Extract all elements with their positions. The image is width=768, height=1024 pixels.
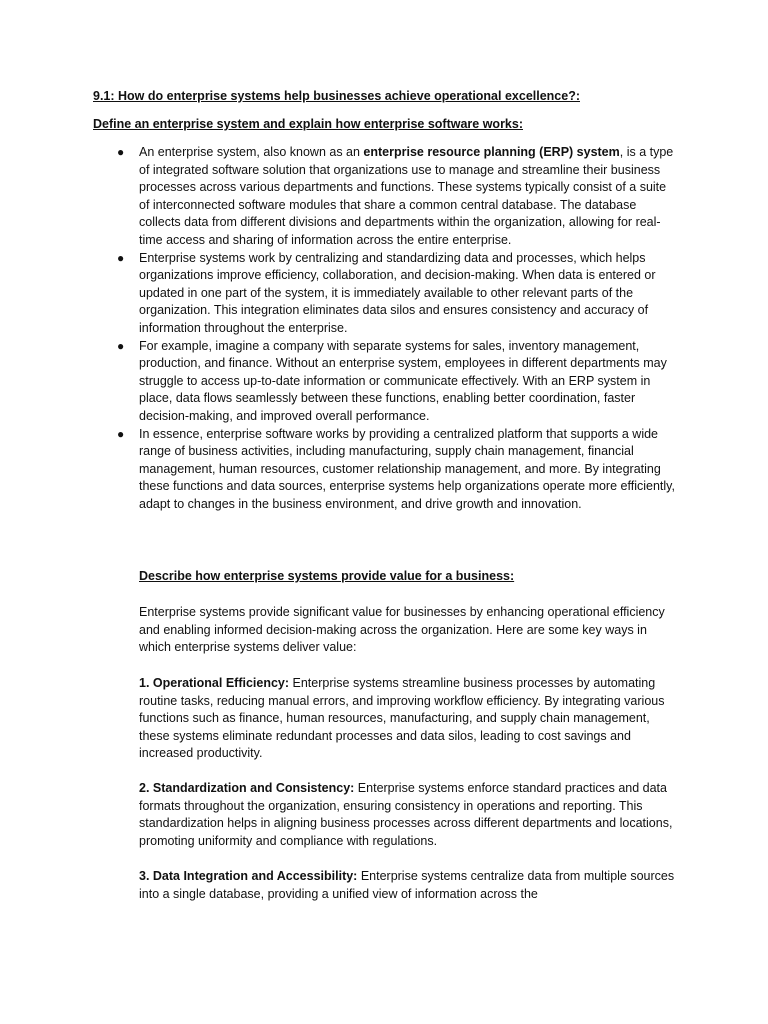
bullet-text-post: , is a type of integrated software solution that organizations use to manage and streamline their business processes across various departments and functions. These systems typically consist of a suite of interconnected software modules that share a common central database. The database collects data from different divisions and departments within the organization, allowing for real-time access and sharing of information across the entire enterprise. bbox=[139, 145, 674, 247]
bullet-icon: ● bbox=[117, 250, 125, 265]
point-paragraph bbox=[139, 675, 679, 763]
point-paragraph bbox=[139, 780, 679, 850]
point-text: Enterprise systems enforce standard practices and data formats throughout the organization, ensuring consistency in operations and reporting. This standardization helps in aligning business processes across different departments and locations, promoting uniformity and compliance with regulations. bbox=[139, 781, 673, 848]
bullet-icon: ● bbox=[117, 426, 125, 441]
bullet-icon: ● bbox=[117, 338, 125, 353]
section-heading: Describe how enterprise systems provide value for a business: bbox=[139, 569, 515, 583]
point-label: 3. Data Integration and Accessibility: bbox=[139, 869, 358, 883]
list-item bbox=[117, 338, 679, 426]
bullet-text: In essence, enterprise software works by providing a centralized platform that supports a wide range of business activities, including manufacturing, supply chain management, financial management, human resources, customer relationship management, and more. By integrating these functions and data sources, enterprise systems help organizations operate more efficiently, adapt to changes in the business environment, and drive growth and innovation. bbox=[139, 426, 675, 511]
bullet-icon: ● bbox=[117, 145, 125, 159]
list-item bbox=[117, 426, 679, 514]
bullet-text-bold: enterprise resource planning (ERP) system bbox=[363, 145, 620, 159]
point-label: 2. Standardization and Consistency: bbox=[139, 781, 355, 795]
list-item bbox=[117, 144, 679, 250]
point-text: Enterprise systems centralize data from multiple sources into a single database, providing a unified view of information across the bbox=[139, 869, 675, 901]
list-item bbox=[117, 250, 679, 338]
bullet-text-pre: An enterprise system, also known as an bbox=[139, 145, 364, 159]
bullet-text: Enterprise systems work by centralizing and standardizing data and processes, which helps organizations improve efficiency, collaboration, and decision-making. When data is entered or updated in one part of the system, it is immediately available to other relevant parts of the organization. This integration eliminates data silos and ensures consistency and accuracy of information throughout the enterprise. bbox=[139, 250, 656, 335]
section-intro: Enterprise systems provide significant value for businesses by enhancing operational efficiency and enabling informed decision-making across the organization. Here are some key ways in which enterprise systems deliver value: bbox=[139, 605, 665, 655]
question-heading: 9.1: How do enterprise systems help businesses achieve operational excellence?: bbox=[93, 89, 580, 103]
subquestion-heading: Define an enterprise system and explain how enterprise software works: bbox=[93, 117, 523, 131]
point-label: 1. Operational Efficiency: bbox=[139, 676, 290, 690]
bullet-text: For example, imagine a company with separate systems for sales, inventory management, production, and finance. Without an enterprise system, employees in different departments may struggle to access up-to-date information or communicate effectively. With an ERP system in place, data flows seamlessly between these functions, enabling better coordination, faster decision-making, and improved overall performance. bbox=[139, 338, 667, 423]
point-text: Enterprise systems streamline business processes by automating routine tasks, reducing manual errors, and improving workflow efficiency. By integrating various functions such as finance, human resources, manufacturing, and supply chain management, these systems eliminate redundant processes and data silos, leading to cost savings and increased productivity. bbox=[139, 676, 665, 761]
point-paragraph bbox=[139, 868, 679, 903]
bullet-list bbox=[117, 144, 679, 513]
